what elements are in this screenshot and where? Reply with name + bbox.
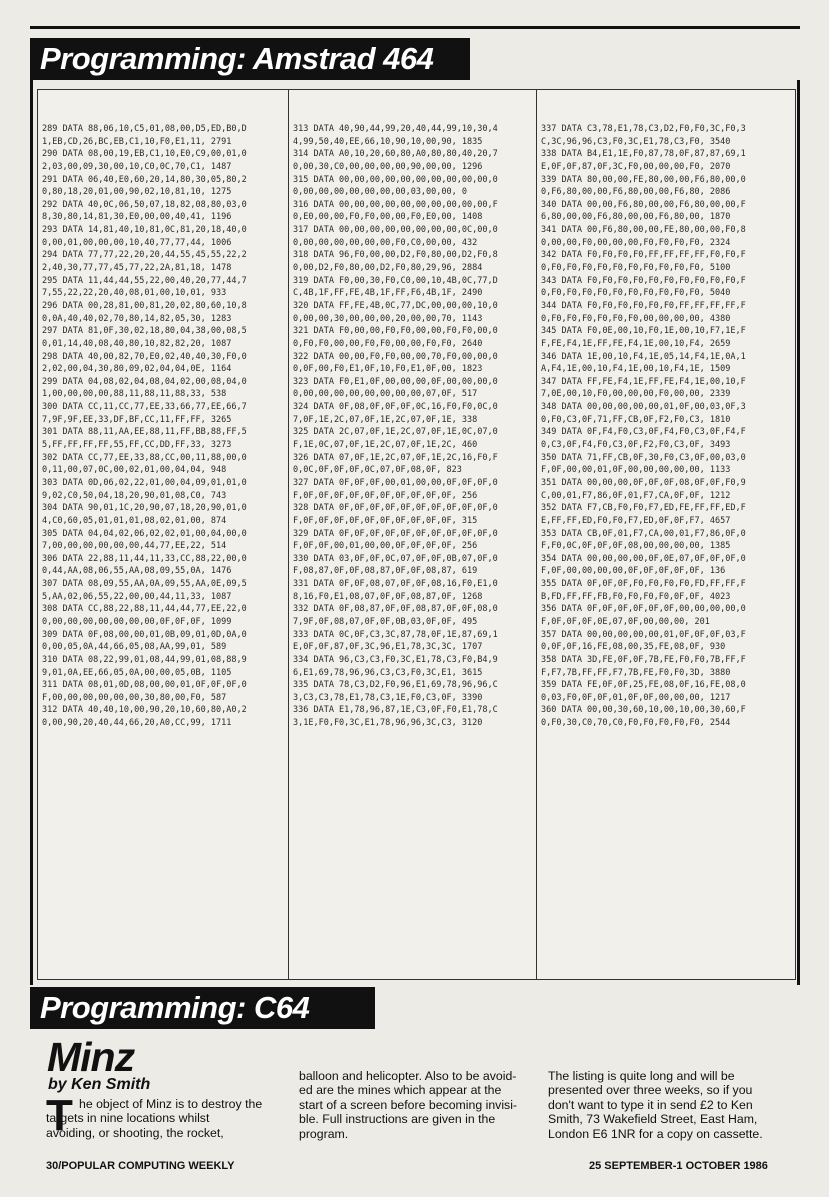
listing-line: E,0F,0F,87,0F,3C,96,E1,78,3C,3C, 1707: [293, 642, 483, 653]
listing-line: 336 DATA E1,78,96,87,1E,C3,0F,F0,E1,78,C: [293, 705, 498, 716]
listing-line: 2,03,00,09,30,00,10,C0,0C,70,C1, 1487: [42, 161, 232, 172]
listing-line: 320 DATA FF,FE,4B,0C,77,DC,00,00,00,10,0: [293, 300, 498, 311]
listing-line: 311 DATA 08,01,0D,08,00,00,01,0F,0F,0F,0: [42, 680, 247, 691]
article-paragraph-2: [299, 1069, 517, 1141]
listing-line: 331 DATA 0F,0F,08,07,0F,0F,08,16,F0,E1,0: [293, 579, 498, 590]
listing-line: 9,02,C0,50,04,18,20,90,01,08,C0, 743: [42, 490, 227, 501]
listing-line: F,F7,7B,FF,FF,F7,7B,FE,F0,F0,3D, 3880: [541, 667, 731, 678]
listing-line: C,3C,96,96,C3,F0,3C,E1,78,C3,F0, 3540: [541, 136, 731, 147]
listing-line: 0,00,90,20,40,44,66,20,A0,CC,99, 1711: [42, 718, 232, 729]
listing-line: 319 DATA F0,00,30,F0,C0,00,10,4B,0C,77,D: [293, 275, 498, 286]
listing-line: 312 DATA 40,40,10,00,90,20,10,60,80,A0,2: [42, 705, 247, 716]
article-paragraph-1: [46, 1097, 263, 1140]
listing-line: F,0F,0F,0F,0F,0F,0F,0F,0F,0F,0F, 256: [293, 490, 478, 501]
listing-line: 338 DATA B4,E1,1E,F0,87,78,0F,87,87,69,1: [541, 149, 746, 160]
listing-line: 0,00,00,00,00,00,00,00,00,07,0F, 517: [293, 389, 478, 400]
listing-line: 3,C3,C3,78,E1,78,C3,1E,F0,C3,0F, 3390: [293, 692, 483, 703]
program-listing: [37, 89, 796, 980]
listing-line: F,0F,00,00,01,0F,00,00,00,00,00, 1133: [541, 465, 731, 476]
listing-line: 0,80,18,20,01,00,90,02,10,81,10, 1275: [42, 187, 232, 198]
listing-line: E,FF,FF,ED,F0,F0,F7,ED,0F,0F,F7, 4657: [541, 515, 731, 526]
listing-line: 344 DATA F0,F0,F0,F0,F0,F0,FF,FF,FF,FF,F: [541, 300, 746, 311]
listing-line: 296 DATA 00,28,81,00,81,20,02,80,60,10,8: [42, 300, 247, 311]
listing-line: 0,F0,F0,00,00,F0,F0,00,00,F0,F0, 2640: [293, 338, 483, 349]
listing-line: 301 DATA 88,11,AA,EE,88,11,FF,BB,88,FF,5: [42, 427, 247, 438]
text-line: balloon and helicopter. Also to be avoid-: [299, 1069, 517, 1083]
listing-line: 354 DATA 00,00,00,00,0F,0E,07,0F,0F,0F,0: [541, 553, 746, 564]
listing-line: 328 DATA 0F,0F,0F,0F,0F,0F,0F,0F,0F,0F,0: [293, 503, 498, 514]
listing-line: 8,16,F0,E1,08,07,0F,0F,08,87,0F, 1268: [293, 591, 483, 602]
listing-line: 353 DATA CB,0F,01,F7,CA,00,01,F7,86,0F,0: [541, 528, 746, 539]
listing-line: 357 DATA 00,00,00,00,00,01,0F,0F,0F,03,F: [541, 629, 746, 640]
listing-line: C,4B,1F,FF,FE,4B,1F,FF,F6,4B,1F, 2490: [293, 288, 483, 299]
footer-page-label: 30/POPULAR COMPUTING WEEKLY: [46, 1160, 235, 1172]
listing-line: 0,0F,0F,16,FE,08,00,35,FE,08,0F, 930: [541, 642, 726, 653]
listing-line: 0,0F,00,F0,E1,0F,10,F0,E1,0F,00, 1823: [293, 364, 483, 375]
listing-line: 302 DATA CC,77,EE,33,88,CC,00,11,88,00,0: [42, 452, 247, 463]
listing-line: 297 DATA 81,0F,30,02,18,80,04,38,00,08,5: [42, 326, 247, 337]
listing-line: B,FD,FF,FF,FB,F0,F0,F0,F0,0F,0F, 4023: [541, 591, 731, 602]
listing-line: F,00,00,00,00,00,00,30,80,00,F0, 587: [42, 692, 227, 703]
listing-line: 309 DATA 0F,08,00,00,01,0B,09,01,0D,0A,0: [42, 629, 247, 640]
listing-line: 0,00,00,00,00,00,00,00,0F,0F,0F, 1099: [42, 616, 232, 627]
listing-line: 289 DATA 88,06,10,C5,01,08,00,D5,ED,B0,D: [42, 124, 247, 134]
listing-line: 315 DATA 00,00,00,00,00,00,00,00,00,00,0: [293, 174, 498, 185]
listing-line: 307 DATA 08,09,55,AA,0A,09,55,AA,0E,09,5: [42, 579, 247, 590]
listing-line: 1,EB,CD,26,BC,EB,C1,10,F0,E1,11, 2791: [42, 136, 232, 147]
listing-line: 341 DATA 00,F6,80,00,00,FE,80,00,00,F0,8: [541, 225, 746, 236]
listing-line: 0,00,D2,F0,80,00,D2,F0,80,29,96, 2884: [293, 263, 483, 274]
listing-line: 0,F6,80,00,00,F6,80,00,00,F6,80, 2086: [541, 187, 731, 198]
listing-line: 0,C3,0F,F4,F0,C3,0F,F2,F0,C3,0F, 3493: [541, 440, 731, 451]
listing-line: 326 DATA 07,0F,1E,2C,07,0F,1E,2C,16,F0,F: [293, 452, 498, 463]
listing-line: 9,01,0A,EE,66,05,0A,00,00,05,0B, 1105: [42, 667, 232, 678]
text-line: Smith, 73 Wakefield Street, East Ham,: [548, 1112, 758, 1127]
banner-title: Programming: Amstrad 464: [40, 41, 434, 76]
listing-line: 322 DATA 00,00,F0,F0,00,00,70,F0,00,00,0: [293, 351, 498, 362]
listing-line: 0,0C,0F,0F,0F,0C,07,0F,08,0F, 823: [293, 465, 462, 476]
listing-line: 303 DATA 0D,06,02,22,01,00,04,09,01,01,0: [42, 477, 247, 488]
text-line: ed are the mines which appear at the: [299, 1083, 502, 1098]
listing-line: 5,AA,02,06,55,22,00,00,44,11,33, 1087: [42, 591, 232, 602]
section-banner-c64: [30, 987, 375, 1029]
listing-line: 3,1E,F0,F0,3C,E1,78,96,96,3C,C3, 3120: [293, 718, 483, 729]
listing-line: 8,30,80,14,81,30,E0,00,00,40,41, 1196: [42, 212, 232, 223]
text-line: presented over three weeks, so if you: [548, 1083, 753, 1098]
text-line: London E6 1NR for a copy on cassette.: [548, 1126, 763, 1141]
banner-title: Programming: C64: [40, 990, 310, 1025]
listing-line: 0,0A,40,40,02,70,80,14,82,05,30, 1283: [42, 313, 232, 324]
listing-line: 334 DATA 96,C3,C3,F0,3C,E1,78,C3,F0,B4,9: [293, 654, 498, 665]
listing-line: 339 DATA 80,00,00,FE,80,00,00,F6,80,00,0: [541, 174, 746, 185]
listing-line: F,0F,00,00,00,00,0F,0F,0F,0F,0F, 136: [541, 566, 726, 577]
listing-line: 1,00,00,00,00,88,11,88,11,88,33, 538: [42, 389, 227, 400]
listing-line: 318 DATA 96,F0,00,00,D2,F0,80,00,D2,F0,8: [293, 250, 498, 261]
listing-line: 304 DATA 90,01,1C,20,90,07,18,20,90,01,0: [42, 503, 247, 514]
listing-line: 0,F0,30,C0,70,C0,F0,F0,F0,F0,F0, 2544: [541, 718, 731, 729]
text-line: program.: [299, 1126, 349, 1141]
listing-line: 324 DATA 0F,08,0F,0F,0F,0C,16,F0,F0,0C,0: [293, 402, 498, 413]
listing-line: 0,00,00,F0,00,00,00,F0,F0,F0,F0, 2324: [541, 237, 731, 248]
listing-line: 0,F0,F0,F0,F0,F0,F0,F0,F0,F0,F0, 5100: [541, 263, 731, 274]
listing-line: 355 DATA 0F,0F,0F,F0,F0,F0,F0,FD,FF,FF,F: [541, 579, 746, 590]
top-rule: [30, 26, 800, 29]
text-line: avoiding, or shooting, the rocket,: [46, 1125, 224, 1140]
listing-line: 7,00,00,00,00,00,00,44,77,EE,22, 514: [42, 541, 227, 552]
listing-line: 356 DATA 0F,0F,0F,0F,0F,0F,00,00,00,00,0: [541, 604, 746, 615]
listing-line: 323 DATA F0,E1,0F,00,00,00,0F,00,00,00,0: [293, 376, 498, 387]
listing-line: 335 DATA 78,C3,D2,F0,96,E1,69,78,96,96,C: [293, 680, 498, 691]
listing-line: 337 DATA C3,78,E1,78,C3,D2,F0,F0,3C,F0,3: [541, 124, 746, 134]
listing-line: 332 DATA 0F,08,87,0F,0F,08,87,0F,0F,08,0: [293, 604, 498, 615]
listing-line: 7,9F,0F,08,07,0F,0F,0B,03,0F,0F, 495: [293, 616, 478, 627]
listing-line: 314 DATA A0,10,20,60,80,A0,80,80,40,20,7: [293, 149, 498, 160]
drop-cap: T: [46, 1091, 73, 1140]
listing-line: 2,40,30,77,77,45,77,22,2A,81,18, 1478: [42, 263, 232, 274]
text-line: don't want to type it in send £2 to Ken: [548, 1097, 753, 1112]
listing-line: 308 DATA CC,88,22,88,11,44,44,77,EE,22,0: [42, 604, 247, 615]
listing-line: 2,02,00,04,30,80,09,02,04,04,0E, 1164: [42, 364, 232, 375]
listing-line: 294 DATA 77,77,22,20,20,44,55,45,55,22,2: [42, 250, 247, 261]
listing-line: 358 DATA 3D,FE,0F,0F,7B,FE,F0,F0,7B,FF,F: [541, 654, 746, 665]
listing-line: 298 DATA 40,00,82,70,E0,02,40,40,30,F0,0: [42, 351, 247, 362]
listing-line: 0,F0,C3,0F,71,FF,CB,0F,F2,F0,C3, 1810: [541, 414, 731, 425]
listing-line: 359 DATA FE,0F,0F,25,FE,08,0F,16,FE,08,0: [541, 680, 746, 691]
frame-left-line: [30, 80, 33, 985]
listing-line: 292 DATA 40,0C,06,50,07,18,82,08,80,03,0: [42, 199, 247, 210]
listing-line: 350 DATA 71,FF,CB,0F,30,F0,C3,0F,00,03,0: [541, 452, 746, 463]
listing-line: 0,00,05,0A,44,66,05,08,AA,99,01, 589: [42, 642, 227, 653]
listing-line: 7,9F,9F,EE,33,DF,BF,CC,11,FF,FF, 3265: [42, 414, 232, 425]
listing-line: 0,00,01,00,00,00,10,40,77,77,44, 1006: [42, 237, 232, 248]
listing-line: 321 DATA F0,00,00,F0,F0,00,00,F0,F0,00,0: [293, 326, 498, 337]
listing-line: 351 DATA 00,00,00,0F,0F,0F,08,0F,0F,F0,9: [541, 477, 746, 488]
listing-line: 4,99,50,40,EE,66,10,90,10,00,90, 1835: [293, 136, 483, 147]
listing-line: 348 DATA 00,00,00,00,00,01,0F,00,03,0F,3: [541, 402, 746, 413]
listing-line: 333 DATA 0C,0F,C3,3C,87,78,0F,1E,87,69,1: [293, 629, 498, 640]
listing-line: 299 DATA 04,08,02,04,08,04,02,00,08,04,0: [42, 376, 247, 387]
listing-line: F,1E,0C,07,0F,1E,2C,07,0F,1E,2C, 460: [293, 440, 478, 451]
listing-line: F,08,87,0F,0F,08,87,0F,0F,08,87, 619: [293, 566, 478, 577]
listing-line: 313 DATA 40,90,44,99,20,40,44,99,10,30,4: [293, 124, 498, 134]
listing-line: 352 DATA F7,CB,F0,F0,F7,ED,FE,FF,FF,ED,F: [541, 503, 746, 514]
listing-line: 6,80,00,00,F6,80,00,00,F6,80,00, 1870: [541, 212, 731, 223]
listing-line: 0,11,00,07,0C,00,02,01,00,04,04, 948: [42, 465, 227, 476]
listing-line: 329 DATA 0F,0F,0F,0F,0F,0F,0F,0F,0F,0F,0: [293, 528, 498, 539]
listing-line: 300 DATA CC,11,CC,77,EE,33,66,77,EE,66,7: [42, 402, 247, 413]
text-line: ble. Full instructions are given in the: [299, 1112, 496, 1127]
listing-line: 0,F0,F0,F0,F0,F0,F0,00,00,00,00, 4380: [541, 313, 731, 324]
listing-line: 346 DATA 1E,00,10,F4,1E,05,14,F4,1E,0A,1: [541, 351, 746, 362]
footer-date: 25 SEPTEMBER-1 OCTOBER 1986: [589, 1160, 768, 1172]
listing-line: 310 DATA 08,22,99,01,08,44,99,01,08,88,9: [42, 654, 247, 665]
listing-line: 0,00,00,00,00,00,00,00,03,00,00, 0: [293, 187, 467, 198]
listing-line: 340 DATA 00,00,F6,80,00,00,F6,80,00,00,F: [541, 199, 746, 210]
listing-line: 0,00,00,30,00,00,00,20,00,00,70, 1143: [293, 313, 483, 324]
article-title: Minz: [47, 1034, 135, 1080]
listing-line: 343 DATA F0,F0,F0,F0,F0,F0,F0,F0,F0,F0,F: [541, 275, 746, 286]
listing-line: 293 DATA 14,81,40,10,81,0C,81,20,18,40,0: [42, 225, 247, 236]
listing-line: 0,44,AA,08,06,55,AA,08,09,55,0A, 1476: [42, 566, 232, 577]
listing-line: 342 DATA F0,F0,F0,F0,FF,FF,FF,FF,F0,F0,F: [541, 250, 746, 261]
listing-line: 4,C0,60,05,01,01,01,08,02,01,00, 874: [42, 515, 227, 526]
listing-column-2: [289, 90, 537, 979]
article-byline: by Ken Smith: [48, 1076, 151, 1093]
listing-line: F,0F,0F,0F,0F,0F,0F,0F,0F,0F,0F, 315: [293, 515, 478, 526]
listing-line: 345 DATA F0,0E,00,10,F0,1E,00,10,F7,1E,F: [541, 326, 746, 337]
listing-line: 0,F0,F0,F0,F0,F0,F0,F0,F0,F0,F0, 5040: [541, 288, 731, 299]
listing-line: 6,E1,69,78,96,96,C3,C3,F0,3C,E1, 3615: [293, 667, 483, 678]
listing-line: 325 DATA 2C,07,0F,1E,2C,07,0F,1E,0C,07,0: [293, 427, 498, 438]
listing-line: 305 DATA 04,04,02,06,02,02,01,00,04,00,0: [42, 528, 247, 539]
frame-right-line: [797, 80, 800, 985]
listing-line: 0,03,F0,0F,0F,01,0F,0F,00,00,00, 1217: [541, 692, 731, 703]
listing-line: 7,0F,1E,2C,07,0F,1E,2C,07,0F,1E, 338: [293, 414, 478, 425]
listing-line: 327 DATA 0F,0F,0F,00,01,00,00,0F,0F,0F,0: [293, 477, 498, 488]
listing-line: 306 DATA 22,88,11,44,11,33,CC,88,22,00,0: [42, 553, 247, 564]
listing-line: 7,0E,00,10,F0,00,00,00,F0,00,00, 2339: [541, 389, 731, 400]
listing-line: F,0F,0F,0F,0E,07,0F,00,00,00, 201: [541, 616, 710, 627]
listing-line: 7,55,22,22,20,40,08,01,00,10,01, 933: [42, 288, 227, 299]
listing-line: 0,E0,00,00,F0,F0,00,00,F0,E0,00, 1408: [293, 212, 483, 223]
listing-line: 349 DATA 0F,F4,F0,C3,0F,F4,F0,C3,0F,F4,F: [541, 427, 746, 438]
listing-line: 0,01,14,40,08,40,80,10,82,82,20, 1087: [42, 338, 232, 349]
listing-column-1: [38, 90, 289, 979]
text-line: The listing is quite long and will be: [548, 1069, 735, 1083]
listing-line: 295 DATA 11,44,44,55,22,00,40,20,77,44,7: [42, 275, 247, 286]
listing-line: 317 DATA 00,00,00,00,00,00,00,00,0C,00,0: [293, 225, 498, 236]
article-paragraph-3: [548, 1069, 763, 1141]
listing-line: 291 DATA 06,40,E0,60,20,14,80,30,05,80,2: [42, 174, 247, 185]
listing-line: A,F4,1E,00,10,F4,1E,00,10,F4,1E, 1509: [541, 364, 731, 375]
listing-line: C,00,01,F7,86,0F,01,F7,CA,0F,0F, 1212: [541, 490, 731, 501]
listing-line: 330 DATA 03,0F,0F,0C,07,0F,0F,0B,07,0F,0: [293, 553, 498, 564]
listing-line: 360 DATA 00,00,30,60,10,00,10,00,30,60,F: [541, 705, 746, 716]
listing-column-3: [537, 90, 795, 979]
listing-line: 316 DATA 00,00,00,00,00,00,00,00,00,00,F: [293, 199, 498, 210]
listing-line: 290 DATA 08,00,19,EB,C1,10,E0,C9,00,01,0: [42, 149, 247, 160]
listing-line: F,F0,0C,0F,0F,0F,08,00,00,00,00, 1385: [541, 541, 731, 552]
listing-line: 5,FF,FF,FF,FF,55,FF,CC,DD,FF,33, 3273: [42, 440, 232, 451]
listing-line: E,0F,0F,87,0F,3C,F0,00,00,00,F0, 2070: [541, 161, 731, 172]
text-line: start of a screen before becoming invisi-: [299, 1097, 518, 1112]
listing-line: 0,00,00,00,00,00,00,F0,C0,00,00, 432: [293, 237, 478, 248]
text-line: he object of Minz is to destroy the: [79, 1097, 263, 1111]
listing-line: 0,00,30,C0,00,00,00,00,90,00,00, 1296: [293, 161, 483, 172]
listing-line: F,FE,F4,1E,FF,FE,F4,1E,00,10,F4, 2659: [541, 338, 731, 349]
listing-line: F,0F,0F,00,01,00,00,0F,0F,0F,0F, 256: [293, 541, 478, 552]
listing-line: 347 DATA FF,FE,F4,1E,FF,FE,F4,1E,00,10,F: [541, 376, 746, 387]
text-line: targets in nine locations whilst: [46, 1111, 210, 1126]
section-banner-amstrad: [30, 38, 470, 80]
